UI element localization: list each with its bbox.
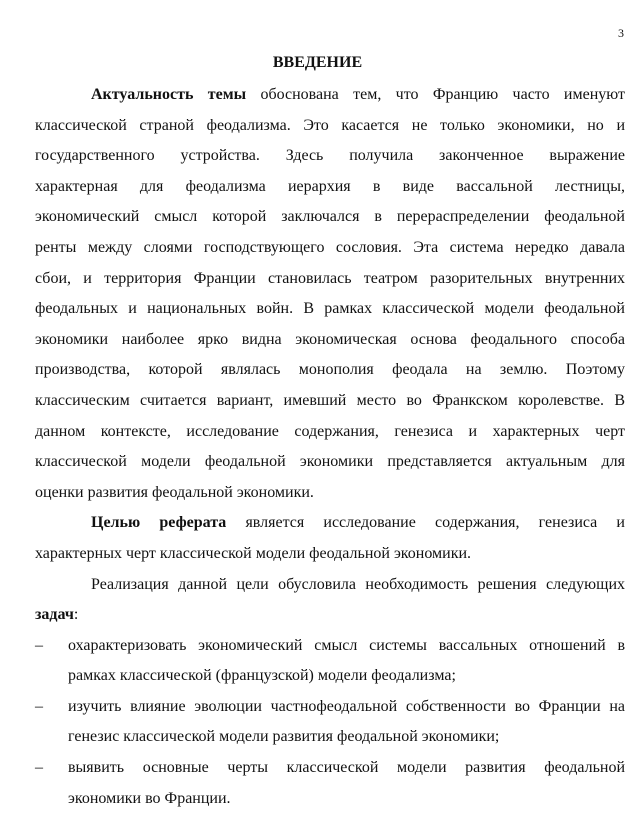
text-line <box>35 237 625 268</box>
line-text: государственного устройства. Здесь получила законченное выражение <box>35 147 625 165</box>
text-line <box>35 574 625 605</box>
text-line <box>35 604 625 635</box>
text-line <box>35 390 625 421</box>
line-text: характерных черт классической модели феодальной экономики. <box>35 544 472 562</box>
line-text: : <box>73 606 79 624</box>
page-number: 3 <box>618 26 624 40</box>
line-text: обоснована тем, что Францию часто именуют <box>246 86 626 103</box>
line-text: данном контексте, исследование содержания, генезиса и характерных черт <box>35 422 625 440</box>
line-text: феодальных и национальных войн. В рамках классической модели феодальной <box>35 300 625 318</box>
text-line <box>35 665 625 696</box>
text-line <box>35 451 625 482</box>
line-text: выявить основные черты классической модели развития феодальной <box>68 759 625 777</box>
dash-bullet: – <box>35 759 43 777</box>
bold-term: Актуальность темы <box>91 86 247 103</box>
text-line <box>35 145 625 176</box>
text-line <box>35 115 625 146</box>
line-text: экономики наиболее ярко видна экономическая основа феодального способа <box>35 330 625 348</box>
line-text: классической страной феодализма. Это касается не только экономики, но и <box>35 116 625 134</box>
list-item <box>35 635 625 666</box>
section-title: ВВЕДЕНИЕ <box>272 54 363 71</box>
line-text: является исследование содержания, генезиса и <box>226 514 625 532</box>
body-text <box>35 84 625 818</box>
text-line <box>35 512 625 543</box>
line-text: охарактеризовать экономический смысл системы вассальных отношений в <box>68 636 625 654</box>
text-line <box>35 329 625 360</box>
text-line <box>35 421 625 452</box>
line-text: ренты между слоями господствующего сословия. Эта система нередко давала <box>35 238 625 256</box>
line-text: классическим считается вариант, имевший место во Франкском королевстве. В <box>35 391 625 409</box>
line-text: сбои, и территория Франции становилась театром разорительных внутренних <box>35 269 625 287</box>
line-text: классической модели феодальной экономики представляется актуальным для <box>35 453 625 471</box>
text-line <box>35 84 625 115</box>
line-text: экономики во Франции. <box>68 789 231 807</box>
text-line <box>35 788 625 818</box>
text-line <box>35 298 625 329</box>
text-line <box>35 543 625 574</box>
text-line <box>35 482 625 513</box>
text-line <box>35 268 625 299</box>
text-line <box>35 206 625 237</box>
line-text: изучить влияние эволюции частнофеодальной собственности во Франции на <box>68 697 625 715</box>
bold-term: Целью реферата <box>91 514 227 532</box>
line-text: оценки развития феодальной экономики. <box>35 483 314 501</box>
line-text: экономический смысл которой заключался в перераспределении феодальной <box>35 208 625 226</box>
line-text: Реализация данной цели обусловила необходимость решения следующих <box>91 575 625 593</box>
list-item <box>35 757 625 788</box>
dash-bullet: – <box>35 697 43 715</box>
line-text: генезис классической модели развития феодальной экономики; <box>68 728 500 746</box>
text-line <box>35 359 625 390</box>
text-line <box>35 176 625 207</box>
line-text: характерная для феодализма иерархия в виде вассальной лестницы, <box>35 177 625 195</box>
bold-term: задач <box>35 606 74 624</box>
text-line <box>35 726 625 757</box>
line-text: производства, которой являлась монополия феодала на землю. Поэтому <box>35 361 625 379</box>
line-text: рамках классической (французской) модели феодализма; <box>68 667 456 685</box>
dash-bullet: – <box>35 636 43 654</box>
list-item <box>35 696 625 727</box>
